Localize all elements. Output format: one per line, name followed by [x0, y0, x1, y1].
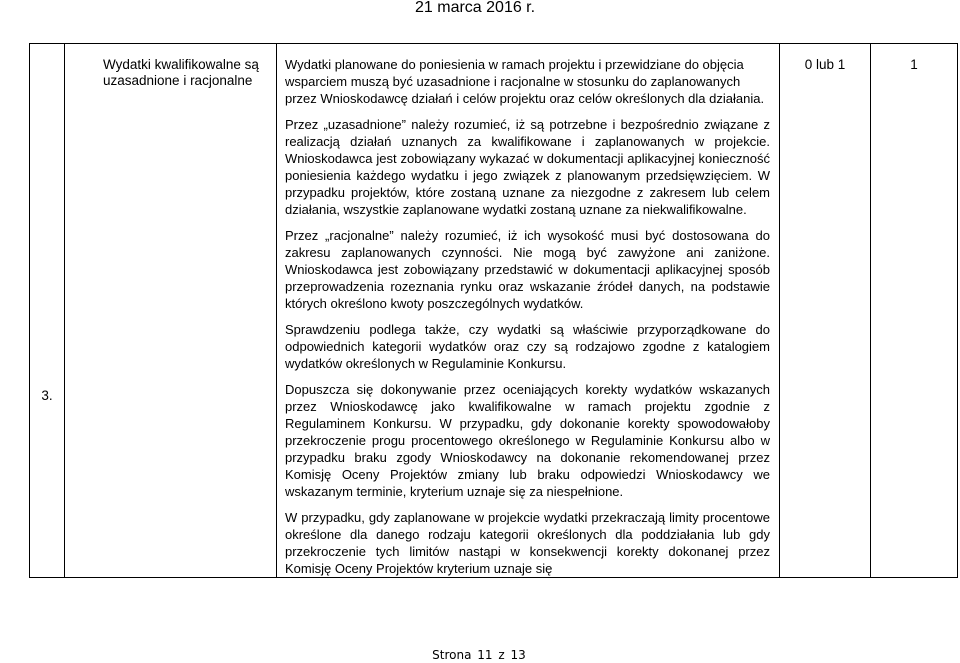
criterion-name-cell [65, 44, 277, 578]
criteria-table [29, 43, 958, 578]
criterion-description [277, 44, 779, 577]
description-paragraph: Przez „uzasadnione” należy rozumieć, iż są potrzebne i bezpośrednio związane z realizacją działań uznanych za kwalifikowane i zaplanowanych w projekcie. Wnioskodawca jest zobowiązany wykazać w dokumentacji aplikacyjnej konieczność poniesienia każdego wydatku i jego związek z planowanym przedsięwzięciem. W przypadku projektów, które zostaną uznane za niezgodne z zakresem lub celem działania, wszystkie zaplanowane wydatki zostaną uznane za niekwalifikowalne. [285, 117, 770, 217]
criterion-weight: 1 [910, 57, 918, 72]
criterion-number-cell [30, 44, 65, 578]
criterion-number: 3. [41, 388, 53, 403]
page-footer [0, 648, 960, 662]
criterion-description-cell [277, 44, 780, 578]
footer-label: Strona [432, 648, 472, 662]
criterion-score: 0 lub 1 [804, 57, 846, 72]
description-paragraph: Sprawdzeniu podlega także, czy wydatki są właściwie przyporządkowane do odpowiednich kategorii wydatków oraz czy są rodzajowo zgodne z katalogiem wydatków określonych w Regulaminie Konkursu. [285, 322, 770, 371]
description-paragraph: Przez „racjonalne” należy rozumieć, iż ich wysokość musi być dostosowana do zakresu zaplanowanych czynności. Nie mogą być zawyżone ani zaniżone. Wnioskodawca jest zobowiązany przedstawić w dokumentacji aplikacyjnej sposób przeprowadzenia rozeznania rynku oraz wskazanie źródeł danych, na podstawie których określono kwoty poszczególnych wydatków. [285, 228, 770, 311]
footer-current-page: 11 [477, 648, 493, 662]
criterion-score-cell [780, 44, 871, 578]
table-row [30, 44, 958, 578]
header-date: 21 marca 2016 r. [415, 0, 536, 16]
page-header [0, 0, 960, 20]
criterion-name: Wydatki kwalifikowalne są uzasadnione i racjonalne [103, 57, 259, 88]
criterion-weight-cell [871, 44, 958, 578]
description-paragraph: Wydatki planowane do poniesienia w ramach projektu i przewidziane do objęcia wsparciem muszą być uzasadnione i racjonalne w stosunku do zaplanowanych przez Wnioskodawcę działań i celów projektu oraz celów określonych dla działania. [285, 57, 765, 106]
description-paragraph: Dopuszcza się dokonywanie przez oceniających korekty wydatków wskazanych przez Wnioskodawcę jako kwalifikowalne w ramach projektu zgodnie z Regulaminem Konkursu. W przypadku, gdy dokonanie korekty spowodowałoby przekroczenie progu procentowego określonego w Regulaminie Konkursu albo w przypadku braku zgody Wnioskodawcy na dokonanie rekomendowanej przez Komisję Oceny Projektów zmiany lub braku odpowiedzi Wnioskodawcy we wskazanym terminie, kryterium uznaje się za niespełnione. [285, 382, 770, 499]
description-paragraph: W przypadku, gdy zaplanowane w projekcie wydatki przekraczają limity procentowe określone dla danego rodzaju kategorii określonych dla poddziałania lub gdy przekroczenie tych limitów nastąpi w konsekwencji korekty dokonanej przez Komisję Oceny Projektów kryterium uznaje się [285, 510, 770, 576]
footer-of: z [498, 648, 505, 662]
footer-total-pages: 13 [510, 648, 526, 662]
